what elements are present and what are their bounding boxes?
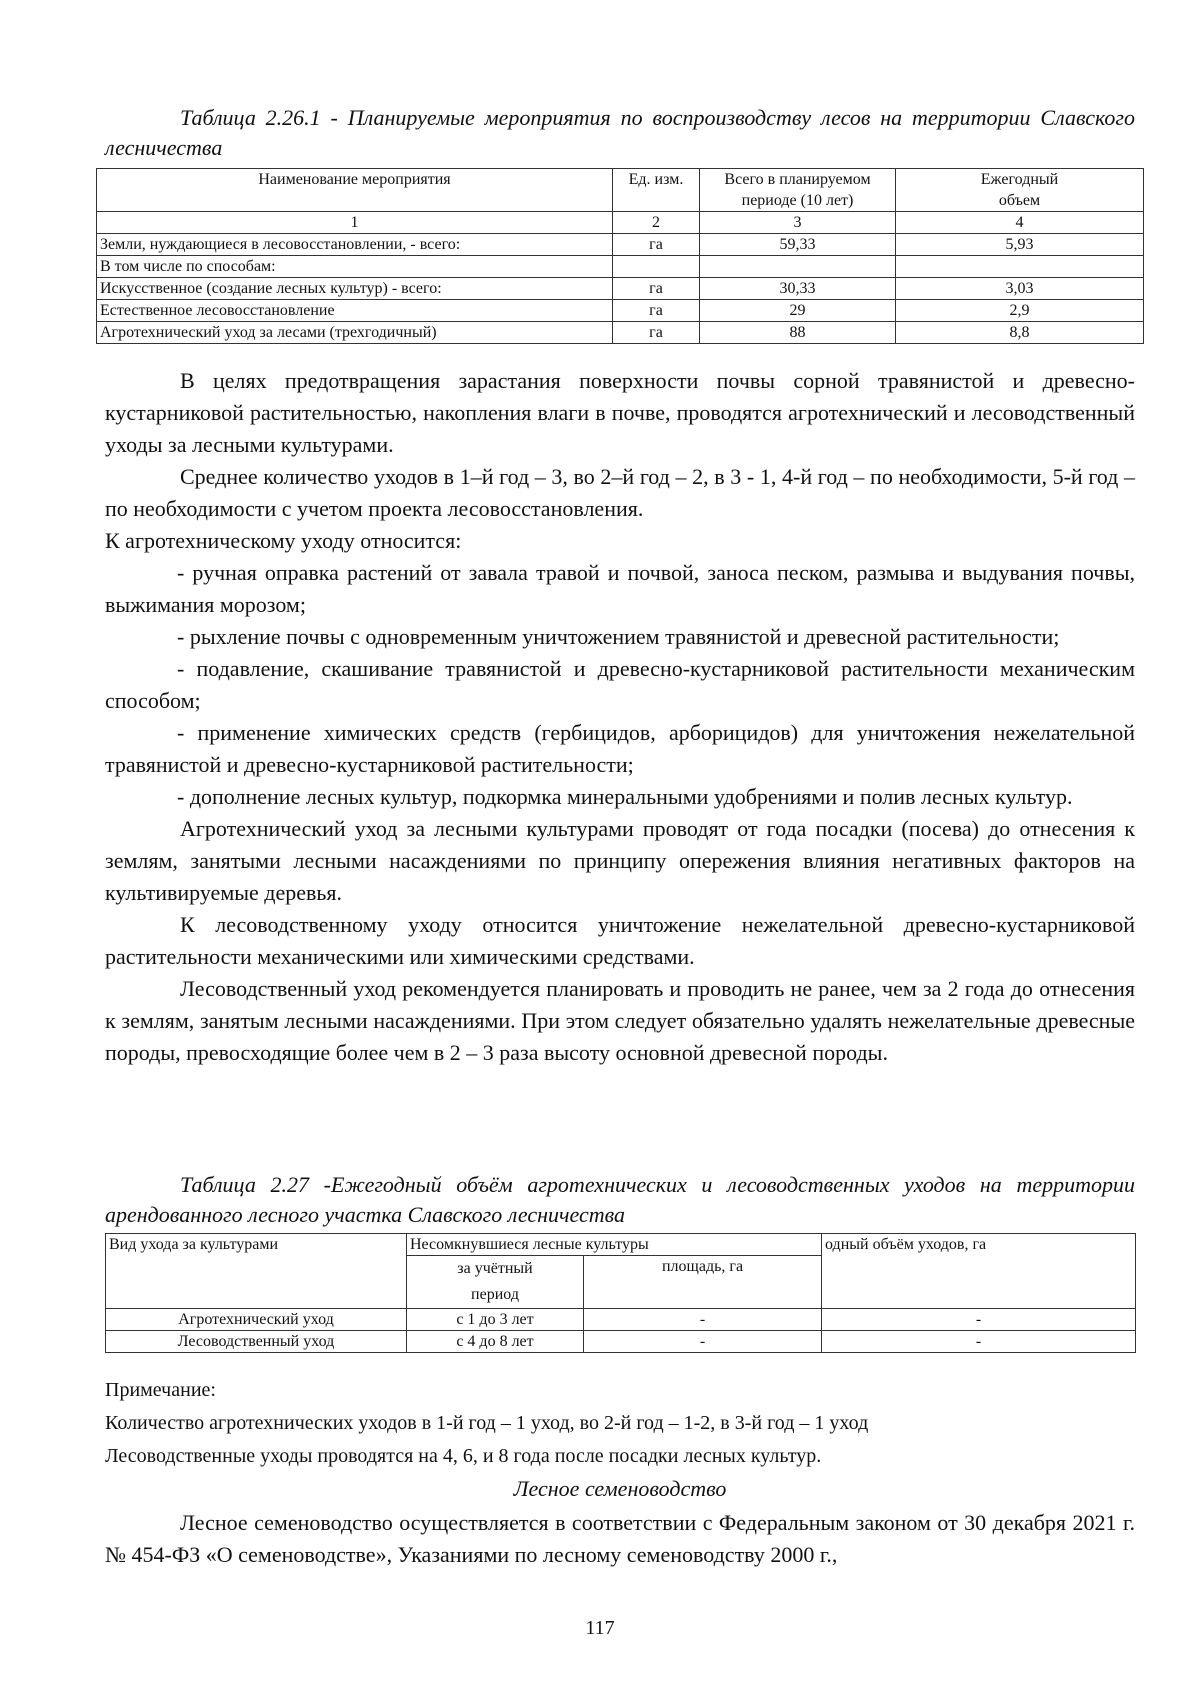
table2-caption: Таблица 2.27 -Ежегодный объём агротехнических и лесоводственных уходов на территории арендованного лесного участка Славского лесничества xyxy=(105,1172,1135,1227)
list-item: - ручная оправка растений от завала травой и почвой, заноса песком, размыва и выдувания почвы, выжимания морозом; xyxy=(105,560,1135,617)
seed-section-body xyxy=(105,1507,1135,1571)
table2-header-cell: за учётный период xyxy=(407,1256,584,1309)
list-item: - дополнение лесных культур, подкормка минеральными удобрениями и полив лесных культур. xyxy=(177,784,1073,809)
table1-number-cell: 1 xyxy=(97,212,613,234)
table2-header-cell: одный объём уходов, га xyxy=(822,1234,1136,1309)
table1-cell: га xyxy=(613,322,700,344)
section-title: Лесное семеноводство xyxy=(513,1476,727,1501)
table1-number-row xyxy=(97,212,1144,234)
paragraph: Среднее количество уходов в 1–й год – 3, во 2–й год – 2, в 3 - 1, 4-й год – по необходимости, 5-й год – по необходимости с учетом проекта лесовосстановления. xyxy=(105,464,1135,521)
table-row xyxy=(106,1331,1136,1353)
table1-cell xyxy=(896,256,1144,278)
table1-cell: 5,93 xyxy=(896,234,1144,256)
table1-cell: Искусственное (создание лесных культур) - всего: xyxy=(97,278,613,300)
table1-number-cell: 4 xyxy=(896,212,1144,234)
paragraph: Лесоводственный уход рекомендуется планировать и проводить не ранее, чем за 2 года до отнесения к землям, занятым лесными насаждениями. При этом следует обязательно удалять нежелательные древесные породы, превосходящие более чем в 2 – 3 раза высоту основной древесной породы. xyxy=(105,976,1135,1065)
table1-cell: 3,03 xyxy=(896,278,1144,300)
table1-cell xyxy=(700,256,896,278)
paragraph: Лесное семеноводство осуществляется в соответствии с Федеральным законом от 30 декабря 2021 г. № 454-ФЗ «О семеноводстве», Указаниями по лесному семеноводству 2000 г., xyxy=(105,1510,1135,1567)
list-item: - применение химических средств (гербицидов, арборицидов) для уничтожения нежелательной травянистой и древесно-кустарниковой растительности; xyxy=(105,720,1135,777)
table-row xyxy=(97,322,1144,344)
table2-header-cell: Вид ухода за культурами xyxy=(106,1234,407,1309)
table1-cell: га xyxy=(613,234,700,256)
table2-cell: с 1 до 3 лет xyxy=(407,1309,584,1331)
table1-number-cell: 3 xyxy=(700,212,896,234)
note-line: Количество агротехнических уходов в 1-й год – 1 уход, во 2-й год – 1-2, в 3-й год – 1 уход xyxy=(105,1412,869,1434)
table1-cell: 2,9 xyxy=(896,300,1144,322)
table2-cell: - xyxy=(822,1309,1136,1331)
table-row xyxy=(106,1309,1136,1331)
page-number: 117 xyxy=(585,1617,615,1639)
table1-cell: В том числе по способам: xyxy=(97,256,613,278)
table-row xyxy=(97,278,1144,300)
table1-cell: 59,33 xyxy=(700,234,896,256)
table2 xyxy=(105,1233,1136,1353)
table1-cell: Агротехнический уход за лесами (трехгодичный) xyxy=(97,322,613,344)
table1-cell: Естественное лесовосстановление xyxy=(97,300,613,322)
table1-cell: 29 xyxy=(700,300,896,322)
table2-header-row xyxy=(106,1234,1136,1256)
table1-cell: га xyxy=(613,278,700,300)
paragraph: Агротехнический уход за лесными культурами проводят от года посадки (посева) до отнесения к землям, занятыми лесными насаждениями по принципу опережения влияния негативных факторов на культивируемые деревья. xyxy=(105,816,1135,905)
table-row xyxy=(97,256,1144,278)
paragraph: К лесоводственному уходу относится уничтожение нежелательной древесно-кустарниковой растительности механическими или химическими средствами. xyxy=(105,912,1135,969)
table1-cell xyxy=(613,256,700,278)
paragraph: В целях предотвращения зарастания поверхности почвы сорной травянистой и древесно-кустарниковой растительностью, накопления влаги в почве, проводятся агротехнический и лесоводственный уходы за лесными культурами. xyxy=(105,368,1135,457)
table2-cell: с 4 до 8 лет xyxy=(407,1331,584,1353)
table2-cell: - xyxy=(584,1331,822,1353)
table1-header-cell: Ежегодный объем xyxy=(896,169,1144,212)
paragraph: К агротехническому уходу относится: xyxy=(105,528,462,553)
table1-number-cell: 2 xyxy=(613,212,700,234)
note-title: Примечание: xyxy=(105,1379,216,1401)
table1-header-cell: Наименование мероприятия xyxy=(97,169,613,212)
table1-cell: 30,33 xyxy=(700,278,896,300)
table1-cell: га xyxy=(613,300,700,322)
table1-cell: 88 xyxy=(700,322,896,344)
table1-caption: Таблица 2.26.1 - Планируемые мероприятия по воспроизводству лесов на территории Славского лесничества xyxy=(105,105,1135,160)
table2-cell: Лесоводственный уход xyxy=(106,1331,407,1353)
table1-cell: 8,8 xyxy=(896,322,1144,344)
table-row xyxy=(97,300,1144,322)
table1-header-cell: Всего в планируемом периоде (10 лет) xyxy=(700,169,896,212)
table1-header-cell: Ед. изм. xyxy=(613,169,700,212)
table2-cell: - xyxy=(584,1309,822,1331)
table1 xyxy=(96,168,1144,344)
table1-cell: Земли, нуждающиеся в лесовосстановлении, - всего: xyxy=(97,234,613,256)
list-item: - рыхление почвы с одновременным уничтожением травянистой и древесной растительности; xyxy=(177,624,1060,649)
table2-header-cell: площадь, га xyxy=(584,1256,822,1309)
table-row xyxy=(97,234,1144,256)
note-line: Лесоводственные уходы проводятся на 4, 6, и 8 года после посадки лесных культур. xyxy=(105,1445,822,1467)
note-block xyxy=(105,1374,1135,1473)
table2-cell: - xyxy=(822,1331,1136,1353)
table2-cell: Агротехнический уход xyxy=(106,1309,407,1331)
table1-header-row xyxy=(97,169,1144,212)
table2-header-cell: Несомкнувшиеся лесные культуры xyxy=(407,1234,822,1256)
care-section-body xyxy=(105,365,1135,1069)
list-item: - подавление, скашивание травянистой и древесно-кустарниковой растительности механическим способом; xyxy=(105,656,1135,713)
